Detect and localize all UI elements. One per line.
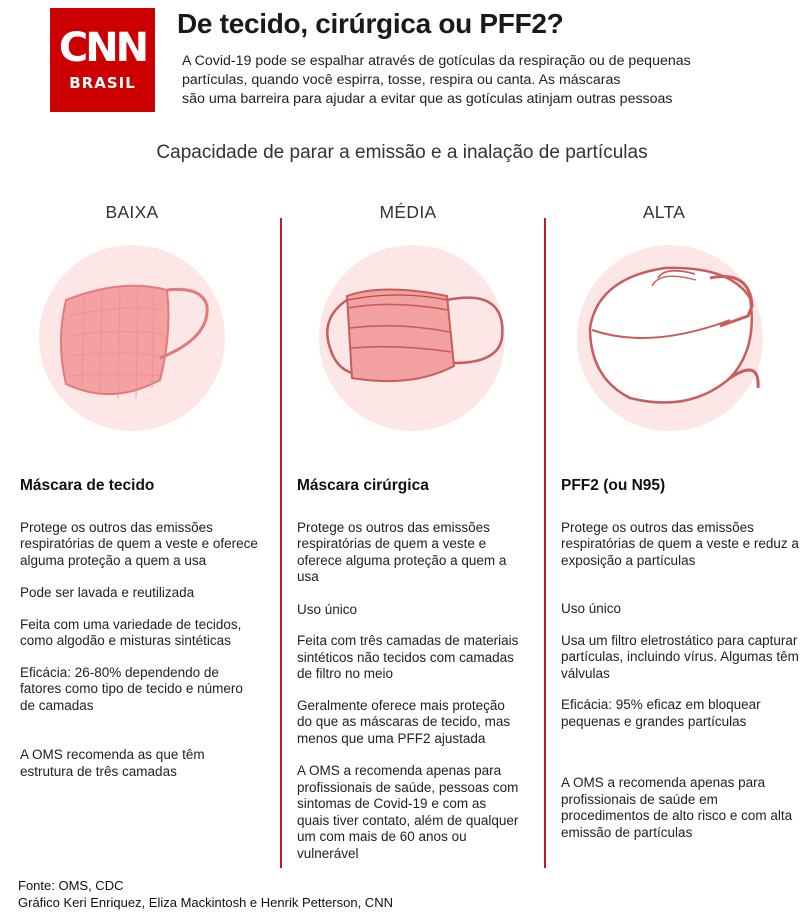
mask-point: Uso único [561, 601, 622, 616]
mask-point: Usa um filtro eletrostático para capturar partículas, incluindo vírus. Algumas têm válvulas [561, 632, 799, 681]
mask-name: PFF2 (ou N95) [561, 477, 666, 494]
page-title: De tecido, cirúrgica ou PFF2? [177, 8, 564, 39]
footer [18, 877, 393, 911]
credits-text: Gráfico Keri Enriquez, Eliza Mackintosh e Henrik Petterson, CNN [18, 895, 393, 910]
level-label-high: ALTA [642, 202, 686, 222]
mask-point: A OMS a recomenda apenas para profissionais de saúde em procedimentos de alto risco e com alta emissão de partículas [561, 775, 793, 840]
column-divider [280, 218, 282, 868]
mask-point: Pode ser lavada e reutilizada [20, 585, 195, 600]
pff2-mask-icon [570, 238, 770, 438]
section-subtitle: Capacidade de parar a emissão e a inalação de partículas [156, 142, 648, 163]
mask-point: Protege os outros das emissões respiratórias de quem a veste e reduz a exposição a partículas [561, 519, 799, 568]
mask-name: Máscara cirúrgica [297, 477, 429, 494]
mask-point: Uso único [297, 601, 358, 617]
mask-point: Protege os outros das emissões respiratórias de quem a veste e oferece alguma proteção a quem a usa [297, 519, 507, 584]
mask-point: Eficácia: 95% eficaz em bloquear pequenas e grandes partículas [561, 697, 761, 729]
logo-subtext: BRASIL [69, 74, 136, 92]
mask-column-surgical [297, 478, 519, 862]
level-label-medium: MÉDIA [379, 202, 437, 222]
cloth-mask-icon [32, 238, 232, 438]
intro-text [182, 52, 782, 109]
logo-text: CNN [58, 25, 147, 71]
source-text: Fonte: OMS, CDC [18, 878, 124, 893]
mask-point: Feita com três camadas de materiais sintéticos não tecidos com camadas de filtro no meio [297, 633, 519, 681]
intro-line: A Covid-19 pode se espalhar através de gotículas da respiração ou de pequenas [182, 53, 691, 69]
mask-point: Geralmente oferece mais proteção do que as máscaras de tecido, mas menos que uma PFF2 ajustada [297, 697, 511, 746]
mask-point: A OMS recomenda as que têm estrutura de três camadas [20, 747, 205, 779]
mask-point: Protege os outros das emissões respiratórias de quem a veste e oferece alguma proteção a quem a usa [20, 519, 258, 568]
mask-column-cloth [20, 478, 260, 780]
cnn-brasil-logo [50, 8, 155, 112]
column-divider [544, 218, 546, 868]
mask-point: Feita com uma variedade de tecidos, como algodão e misturas sintéticas [20, 616, 242, 648]
intro-line: são uma barreira para ajudar a evitar que as gotículas atinjam outras pessoas [182, 91, 673, 107]
surgical-mask-icon [312, 238, 512, 438]
mask-point: A OMS a recomenda apenas para profissionais de saúde, pessoas com sintomas de Covid-19 e com as quais tiver contato, além de qualquer um com mais de 60 anos ou vulnerável [297, 763, 519, 861]
mask-name: Máscara de tecido [20, 477, 155, 494]
mask-column-pff2 [561, 478, 799, 841]
mask-point: Eficácia: 26-80% dependendo de fatores como tipo de tecido e número de camadas [20, 664, 243, 713]
level-label-low: BAIXA [105, 202, 159, 222]
intro-line: partículas, quando você espirra, tosse, respira ou canta. As máscaras [182, 72, 621, 88]
